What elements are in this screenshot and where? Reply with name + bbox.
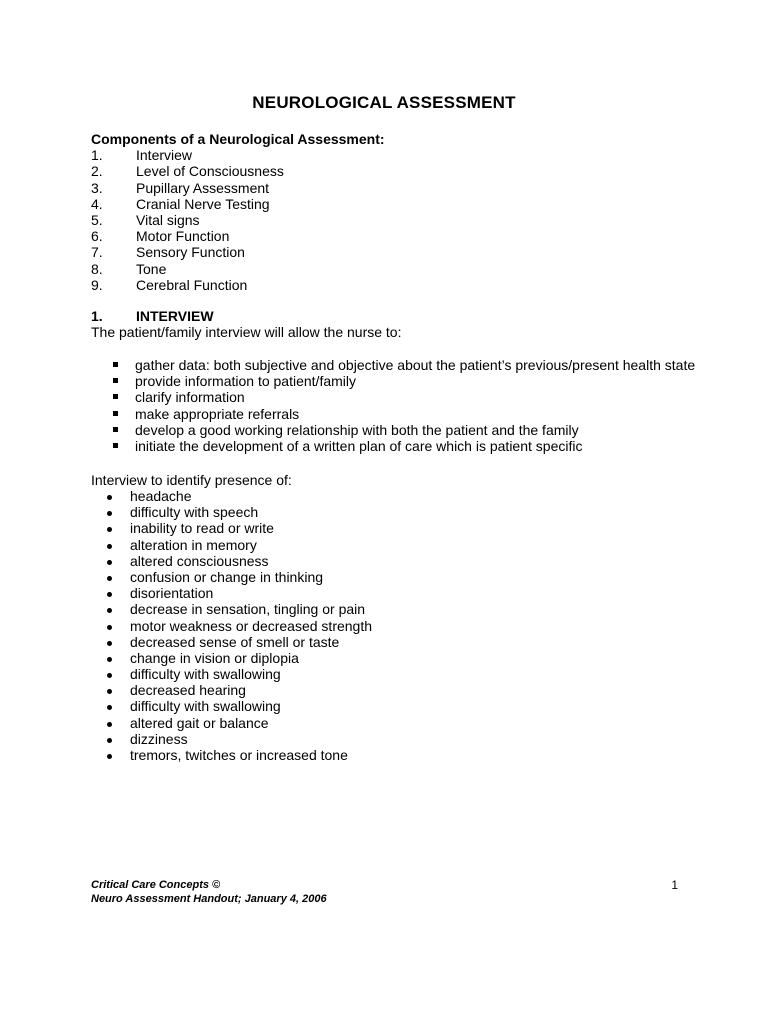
- component-label: Pupillary Assessment: [136, 179, 270, 196]
- symptom-text: change in vision or diplopia: [130, 649, 299, 666]
- component-number: 2.: [91, 163, 103, 180]
- purpose-text: provide information to patient/family: [135, 373, 356, 390]
- round-bullet-icon: [107, 641, 112, 646]
- symptom-text: difficulty with swallowing: [130, 698, 281, 715]
- round-bullet-icon: [107, 576, 112, 581]
- symptom-text: altered gait or balance: [130, 714, 269, 731]
- square-bullet-icon: [113, 427, 118, 432]
- square-bullet-icon: [113, 443, 118, 448]
- round-bullet-icon: [107, 495, 112, 500]
- purpose-text: make appropriate referrals: [135, 405, 300, 422]
- components-section: [91, 131, 385, 293]
- symptom-text: alteration in memory: [130, 536, 257, 553]
- square-bullet-icon: [113, 378, 118, 383]
- symptom-text: tremors, twitches or increased tone: [130, 747, 348, 763]
- round-bullet-icon: [107, 689, 112, 694]
- page-footer: [91, 878, 327, 906]
- round-bullet-icon: [107, 608, 112, 613]
- interview-intro: The patient/family interview will allow the nurse to:: [91, 324, 402, 341]
- page-number: 1: [671, 878, 678, 892]
- square-bullet-icon: [113, 362, 118, 367]
- component-number: 8.: [91, 260, 103, 277]
- component-number: 1.: [91, 147, 103, 164]
- purpose-text: initiate the development of a written plan of care which is patient specific: [135, 437, 583, 454]
- interview-section-title: INTERVIEW: [136, 308, 214, 324]
- round-bullet-icon: [107, 722, 112, 727]
- round-bullet-icon: [107, 544, 112, 549]
- component-label: Level of Consciousness: [136, 163, 284, 180]
- component-item: [91, 163, 385, 179]
- interview-section-number: 1.: [91, 308, 103, 324]
- component-item: [91, 261, 385, 277]
- symptom-text: decreased hearing: [130, 682, 246, 699]
- round-bullet-icon: [107, 560, 112, 565]
- identify-intro: Interview to identify presence of:: [91, 472, 292, 488]
- symptom-text: difficulty with swallowing: [130, 666, 281, 683]
- component-label: Vital signs: [136, 211, 200, 228]
- component-number: 3.: [91, 179, 103, 196]
- square-bullet-icon: [113, 411, 118, 416]
- interview-section: [91, 308, 401, 340]
- round-bullet-icon: [107, 705, 112, 710]
- document-title: NEUROLOGICAL ASSESSMENT: [252, 93, 516, 112]
- symptom-text: altered consciousness: [130, 552, 269, 569]
- round-bullet-icon: [107, 657, 112, 662]
- round-bullet-icon: [107, 754, 112, 759]
- component-item: [91, 277, 385, 293]
- round-bullet-icon: [107, 527, 112, 532]
- purpose-text: develop a good working relationship with both the patient and the family: [135, 421, 579, 438]
- component-item: [91, 147, 385, 163]
- component-number: 9.: [91, 276, 103, 293]
- component-number: 6.: [91, 228, 103, 245]
- components-heading: Components of a Neurological Assessment:: [91, 131, 385, 147]
- symptom-text: headache: [130, 488, 192, 504]
- components-list: [91, 147, 385, 293]
- component-number: 5.: [91, 211, 103, 228]
- round-bullet-icon: [107, 673, 112, 678]
- component-item: [91, 180, 385, 196]
- interview-heading: [91, 308, 401, 324]
- component-label: Motor Function: [136, 228, 230, 245]
- footer-copyright: Critical Care Concepts ©: [91, 879, 221, 891]
- round-bullet-icon: [107, 511, 112, 516]
- round-bullet-icon: [107, 592, 112, 597]
- component-label: Interview: [136, 147, 193, 164]
- purpose-text: clarify information: [135, 389, 245, 406]
- component-number: 7.: [91, 244, 103, 261]
- component-item: [91, 244, 385, 260]
- component-label: Cerebral Function: [136, 276, 248, 293]
- component-item: [91, 196, 385, 212]
- symptom-text: dizziness: [130, 730, 188, 747]
- symptom-text: difficulty with speech: [130, 504, 259, 521]
- symptom-text: confusion or change in thinking: [130, 568, 324, 585]
- component-label: Cranial Nerve Testing: [136, 195, 270, 212]
- component-item: [91, 212, 385, 228]
- symptom-text: disorientation: [130, 585, 214, 602]
- symptom-text: decrease in sensation, tingling or pain: [130, 601, 366, 618]
- symptom-text: motor weakness or decreased strength: [130, 617, 373, 634]
- round-bullet-icon: [107, 625, 112, 630]
- component-label: Sensory Function: [136, 244, 245, 261]
- symptom-text: decreased sense of smell or taste: [130, 633, 340, 650]
- component-item: [91, 228, 385, 244]
- component-number: 4.: [91, 195, 103, 212]
- square-bullet-icon: [113, 394, 118, 399]
- purpose-text: gather data: both subjective and objective about the patient’s previous/present health state: [135, 357, 696, 373]
- round-bullet-icon: [107, 738, 112, 743]
- symptom-text: inability to read or write: [130, 520, 274, 537]
- component-label: Tone: [136, 260, 167, 277]
- footer-handout-date: Neuro Assessment Handout; January 4, 2006: [91, 893, 327, 905]
